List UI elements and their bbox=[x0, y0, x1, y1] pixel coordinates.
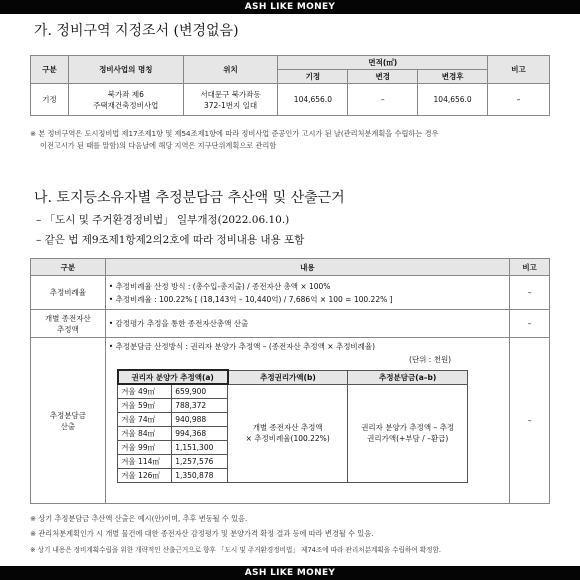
rights-value-formula bbox=[228, 384, 348, 483]
unit-size: 겨울 49㎡ bbox=[118, 384, 172, 399]
share-unit: (단위 : 천원) bbox=[408, 355, 452, 364]
asset-label-line-1: 개별 종전자산 bbox=[44, 313, 91, 323]
cell-location bbox=[183, 84, 278, 116]
label-asset-estimate bbox=[31, 310, 106, 338]
unit-size: 겨울 126㎡ bbox=[118, 469, 172, 483]
share-label-line-1: 추정분담금 bbox=[49, 410, 86, 420]
th-change: 변경 bbox=[348, 70, 418, 84]
table-row bbox=[118, 384, 468, 399]
unit-size: 겨울 99㎡ bbox=[118, 441, 172, 455]
rate-line-1: • 추정비례율 산정 방식 : (총수입-총지출) / 종전자산 총액 × 100% bbox=[108, 281, 331, 291]
unit-size: 겨울 59㎡ bbox=[118, 399, 172, 413]
th-share: 추정분담금(a–b) bbox=[348, 370, 468, 384]
share-formula-line-1: 권리자 분양가 추정액 – 추정 bbox=[361, 423, 455, 433]
table-row bbox=[31, 276, 550, 310]
label-estimated-rate: 추정비례율 bbox=[31, 276, 106, 310]
th-b-division: 구분 bbox=[31, 259, 106, 276]
share-content bbox=[105, 338, 509, 504]
unit-price: 1,151,300 bbox=[172, 441, 228, 455]
contribution-table bbox=[30, 258, 550, 504]
footer-banner: ASH LIKE MONEY bbox=[0, 566, 580, 580]
rights-formula-line-2: × 추정비례율(100.22%) bbox=[245, 434, 330, 444]
table-row bbox=[31, 84, 550, 116]
section-b-bullet-2: – 같은 법 제9조제1항제2의2호에 따라 정비내용 내용 포함 bbox=[36, 234, 305, 246]
th-location: 위치 bbox=[183, 56, 278, 84]
designation-table bbox=[30, 55, 550, 116]
section-a-title: 가. 정비구역 지정조서 (변경없음) bbox=[34, 23, 239, 39]
location-line-2: 372-1번지 일대 bbox=[203, 100, 258, 110]
rate-content bbox=[105, 276, 509, 310]
unit-size: 겨울 114㎡ bbox=[118, 455, 172, 469]
asset-content bbox=[105, 310, 509, 338]
unit-price: 659,900 bbox=[172, 384, 228, 399]
unit-price: 1,350,878 bbox=[172, 469, 228, 483]
table-row bbox=[31, 338, 550, 504]
unit-price: 940,988 bbox=[172, 413, 228, 427]
share-formula-line-2: 권리가액(+부담 / –환급) bbox=[367, 434, 449, 444]
footnote-1: ※ 상기 추정분담금 추산액 산출은 예시(안)이며, 추후 변동될 수 있음. bbox=[30, 514, 248, 523]
th-rights-value: 추정권리가액(b) bbox=[228, 370, 348, 384]
share-remarks: – bbox=[510, 338, 550, 504]
unit-size: 겨울 84㎡ bbox=[118, 427, 172, 441]
unit-size: 겨울 74㎡ bbox=[118, 413, 172, 427]
section-b-bullet-1: – 「도시 및 주거환경정비법」 일부개정(2022.06.10.) bbox=[36, 214, 290, 226]
cell-remarks: – bbox=[488, 84, 550, 116]
unit-price: 1,257,576 bbox=[172, 455, 228, 469]
unit-price: 788,372 bbox=[172, 399, 228, 413]
cell-division: 기정 bbox=[31, 84, 69, 116]
share-label-line-2: 산출 bbox=[60, 421, 76, 431]
rate-remarks: – bbox=[510, 276, 550, 310]
th-after-change: 변경후 bbox=[418, 70, 488, 84]
th-project-name: 정비사업의 명칭 bbox=[68, 56, 183, 84]
header-banner: ASH LIKE MONEY bbox=[0, 0, 580, 14]
asset-remarks: – bbox=[510, 310, 550, 338]
project-name-line-2: 주택재건축정비사업 bbox=[93, 100, 159, 110]
th-b-remarks: 비고 bbox=[510, 259, 550, 276]
location-line-1: 서대문구 북가좌동 bbox=[200, 89, 261, 99]
share-calc-table bbox=[117, 369, 469, 483]
cell-change-area: – bbox=[348, 84, 418, 116]
unit-price: 994,368 bbox=[172, 427, 228, 441]
section-b-title: 나. 토지등소유자별 추정분담금 추산액 및 산출근거 bbox=[34, 190, 345, 206]
cell-existing-area: 104,656.0 bbox=[278, 84, 348, 116]
asset-line-1: • 감정평가 추정을 통한 종전자산총액 산출 bbox=[108, 319, 249, 328]
th-b-content: 내용 bbox=[105, 259, 509, 276]
label-estimated-share bbox=[31, 338, 106, 504]
rights-formula-line-1: 개별 종전자산 추정액 bbox=[252, 423, 323, 433]
rate-line-2: • 추정비례율 : 100.22% [ (18,143억 – 10,440억) / 7,686억 × 100 = 100.22% ] bbox=[108, 294, 393, 304]
section-a-note-1: ※ 본 정비구역은 도시정비법 제17조제1항 및 제54조제1항에 따라 정비사업 준공인가 고시가 된 날(관리처분계획을 수립하는 경우 bbox=[30, 129, 439, 138]
table-row bbox=[31, 310, 550, 338]
asset-label-line-2: 추정액 bbox=[56, 324, 79, 334]
th-remarks: 비고 bbox=[488, 56, 550, 84]
section-a-note-2: 이전고시가 된 때를 말함)의 다음날에 해당 지역은 지구단위계획으로 관리함 bbox=[40, 141, 277, 150]
share-line-1: • 추정분담금 산정방식 : 권리자 분양가 추정액 – (종전자산 추정액 × 추정비례율) bbox=[108, 342, 376, 351]
th-area: 면적(㎡) bbox=[278, 56, 488, 70]
cell-after-area: 104,656.0 bbox=[418, 84, 488, 116]
share-formula bbox=[348, 384, 468, 483]
footnote-2: ※ 관리처분계획인가 시 개별 물건에 대한 종전자산 감정평가 및 분양가격 확정 결과 등에 따라 변경될 수 있음. bbox=[30, 529, 374, 538]
th-sale-price: 권리자 분양가 추정액(a) bbox=[118, 370, 228, 384]
th-existing: 기정 bbox=[278, 70, 348, 84]
project-name-line-1: 북가좌 제6 bbox=[107, 89, 144, 99]
cell-project-name bbox=[68, 84, 183, 116]
th-division: 구분 bbox=[31, 56, 69, 84]
footnote-3: ※ 상기 내용은 정비계획수립을 위한 개략적인 산출근거으로 향후 「도시 및 주거환경정비법」 제74조에 따라 관리처분계획을 수립하여 확정함. bbox=[30, 546, 441, 554]
